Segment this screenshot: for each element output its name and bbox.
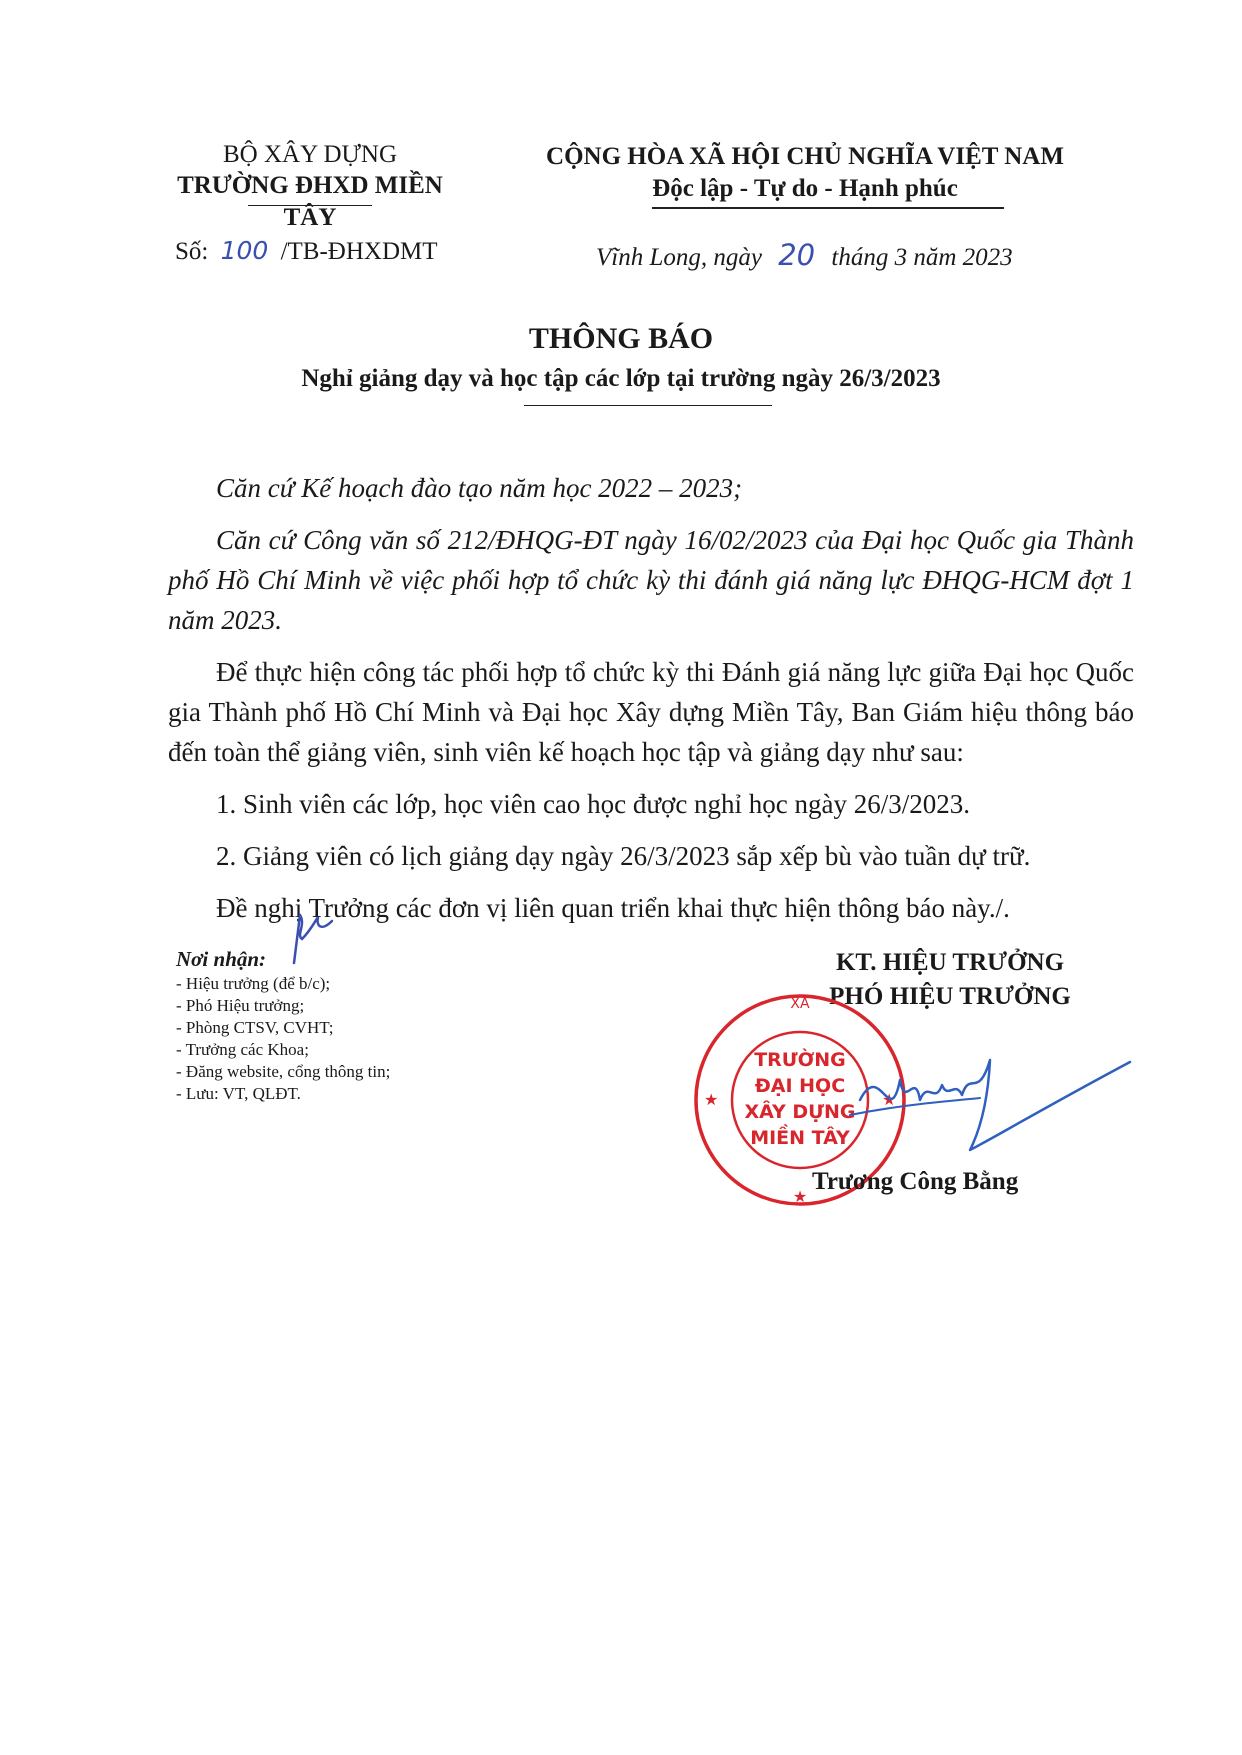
- stamp-line-3: XÂY DỰNG: [744, 1101, 856, 1123]
- date-day: 20: [778, 238, 816, 272]
- school-underline: [248, 205, 372, 206]
- signature-line-1: KT. HIỆU TRƯỞNG: [835, 949, 1065, 976]
- recipients: [176, 945, 556, 1105]
- stamp-line-2: ĐẠI HỌC: [754, 1075, 846, 1097]
- basis-2: Căn cứ Công văn số 212/ĐHQG-ĐT ngày 16/02/2023 của Đại học Quốc gia Thành phố Hồ Chí Minh về việc phối hợp tổ chức kỳ thi đánh giá năng lực ĐHQG-HCM đợt 1 năm 2023.: [168, 525, 1134, 635]
- document-body: [168, 468, 1134, 928]
- number-suffix: /TB-ĐHXDMT: [280, 238, 438, 265]
- recipients-heading: Nơi nhận:: [176, 947, 267, 971]
- stamp-line-1: TRƯỜNG: [754, 1049, 846, 1071]
- motto-underline: [652, 207, 1004, 209]
- recipient-item: - Đăng website, cổng thông tin;: [176, 1062, 391, 1081]
- place-date: [596, 238, 1013, 272]
- header-right: [520, 142, 1090, 206]
- school-name: TRƯỜNG ĐHXD MIỀN TÂY: [177, 172, 443, 231]
- svg-text:XÃ: XÃ: [790, 996, 810, 1012]
- title-sub: Nghỉ giảng dạy và học tập các lớp tại trường ngày 26/3/2023: [301, 365, 941, 392]
- header-left: [150, 140, 470, 234]
- intro-paragraph: Để thực hiện công tác phối hợp tổ chức kỳ thi Đánh giá năng lực giữa Đại học Quốc gia Thành phố Hồ Chí Minh và Đại học Xây dựng Miền Tây, Ban Giám hiệu thông báo đến toàn thể giảng viên, sinh viên kế hoạch học tập và giảng dạy như sau:: [168, 657, 1134, 767]
- basis-1: Căn cứ Kế hoạch đào tạo năm học 2022 – 2023;: [216, 473, 743, 503]
- recipient-item: - Trưởng các Khoa;: [176, 1040, 309, 1059]
- svg-text:★: ★: [792, 1187, 808, 1206]
- recipient-item: - Phó Hiệu trưởng;: [176, 996, 305, 1015]
- stamp-line-4: MIỀN TÂY: [750, 1127, 850, 1149]
- country-name: CỘNG HÒA XÃ HỘI CHỦ NGHĨA VIỆT NAM: [546, 143, 1064, 170]
- svg-text:★: ★: [882, 1090, 897, 1109]
- signer-name: Trương Công Bằng: [812, 1168, 1019, 1195]
- title-main: THÔNG BÁO: [528, 322, 714, 355]
- ministry-name: BỘ XÂY DỰNG: [222, 141, 398, 168]
- title-underline: [524, 405, 772, 406]
- recipient-item: - Hiệu trưởng (để b/c);: [176, 974, 331, 993]
- closing-paragraph: Đề nghị Trưởng các đơn vị liên quan triển khai thực hiện thông báo này./.: [216, 893, 1010, 923]
- signature-line-2: PHÓ HIỆU TRƯỞNG: [829, 983, 1071, 1010]
- item-1: 1. Sinh viên các lớp, học viên cao học được nghỉ học ngày 26/3/2023.: [216, 789, 971, 819]
- number-value: 100: [220, 236, 269, 265]
- motto: Độc lập - Tự do - Hạnh phúc: [652, 175, 958, 202]
- svg-text:★: ★: [704, 1090, 719, 1109]
- date-prefix: Vĩnh Long, ngày: [596, 244, 762, 271]
- recipient-item: - Lưu: VT, QLĐT.: [176, 1084, 301, 1103]
- number-prefix: Số:: [175, 238, 209, 265]
- handwritten-signature: [820, 1040, 1150, 1170]
- document-number: [175, 236, 438, 266]
- item-2: 2. Giảng viên có lịch giảng dạy ngày 26/3/2023 sắp xếp bù vào tuần dự trữ.: [216, 841, 1031, 871]
- date-suffix: tháng 3 năm 2023: [831, 244, 1013, 271]
- recipient-item: - Phòng CTSV, CVHT;: [176, 1018, 334, 1037]
